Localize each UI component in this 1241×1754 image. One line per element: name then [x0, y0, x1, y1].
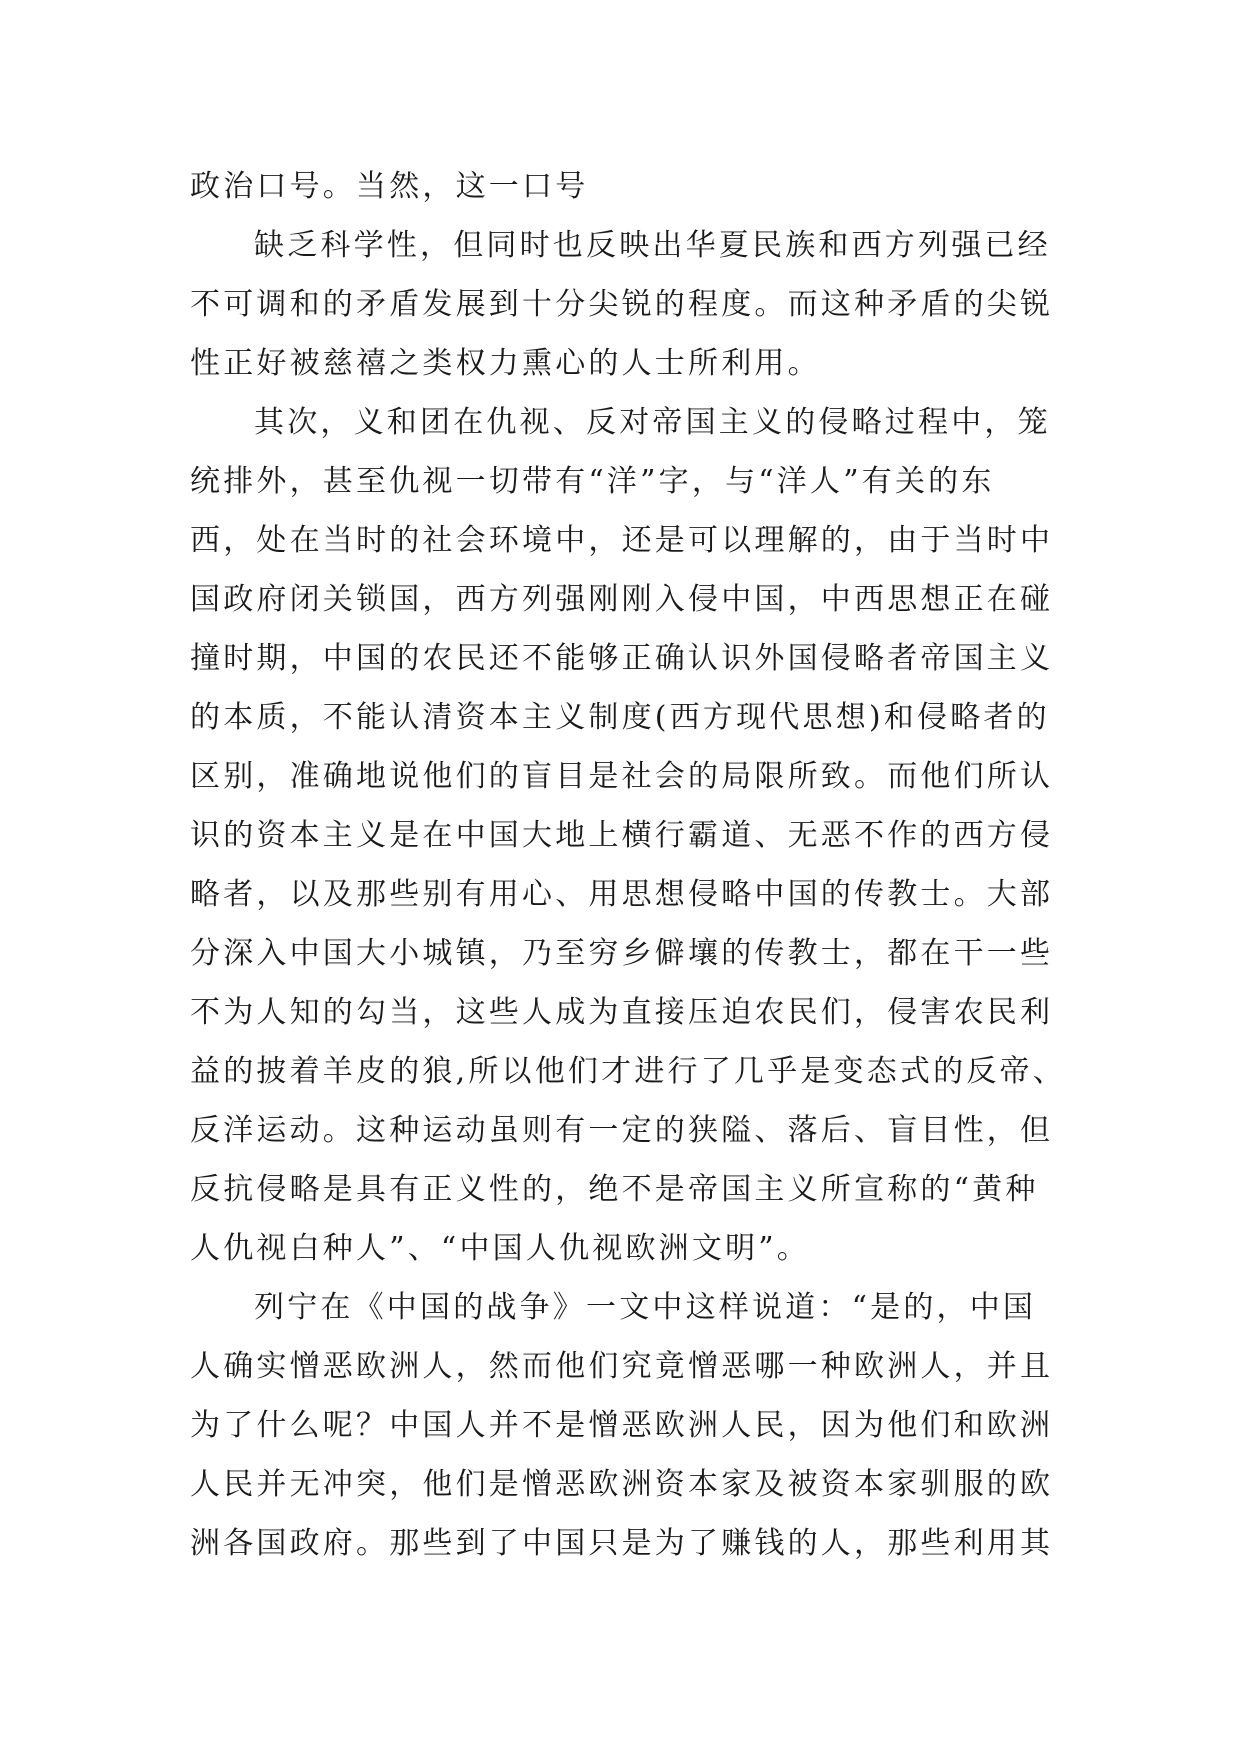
text-line: 识的资本主义是在中国大地上横行霸道、无恶不作的西方侵 — [190, 818, 1054, 853]
text-line: 反洋运动。这种运动虽则有一定的狭隘、落后、盲目性，但 — [190, 1113, 1054, 1148]
text-line: 人仇视白种人”、“中国人仇视欧洲文明”。 — [190, 1231, 811, 1266]
text-line: 人确实憎恶欧洲人，然而他们究竟憎恶哪一种欧洲人，并且 — [190, 1349, 1054, 1384]
text-line: 反抗侵略是具有正义性的，绝不是帝国主义所宣称的“黄种 — [190, 1172, 1039, 1207]
paragraph-first-line: 缺乏科学性，但同时也反映出华夏民族和西方列强已经 — [254, 228, 1051, 263]
text-line: 分深入中国大小城镇，乃至穷乡僻壤的传教士，都在干一些 — [190, 936, 1054, 971]
text-line: 洲各国政府。那些到了中国只是为了赚钱的人，那些利用其 — [190, 1526, 1054, 1561]
text-line: 政治口号。当然，这一口号 — [190, 169, 589, 204]
text-line: 的本质，不能认清资本主义制度(西方现代思想)和侵略者的 — [190, 700, 1050, 735]
text-line: 为了什么呢？中国人并不是憎恶欧洲人民，因为他们和欧洲 — [190, 1408, 1054, 1443]
paragraph-first-line: 列宁在《中国的战争》一文中这样说道：“是的，中国 — [254, 1290, 1037, 1325]
text-line: 性正好被慈禧之类权力熏心的人士所利用。 — [190, 346, 821, 381]
text-line: 区别，准确地说他们的盲目是社会的局限所致。而他们所认 — [190, 759, 1054, 794]
text-line: 略者，以及那些别有用心、用思想侵略中国的传教士。大部 — [190, 877, 1054, 912]
text-line: 不为人知的勾当，这些人成为直接压迫农民们，侵害农民利 — [190, 995, 1054, 1030]
text-line: 益的披着羊皮的狼,所以他们才进行了几乎是变态式的反帝、 — [190, 1054, 1066, 1089]
paragraph-first-line: 其次，义和团在仇视、反对帝国主义的侵略过程中，笼 — [254, 405, 1051, 440]
text-line: 撞时期，中国的农民还不能够正确认识外国侵略者帝国主义 — [190, 641, 1054, 676]
text-line: 不可调和的矛盾发展到十分尖锐的程度。而这种矛盾的尖锐 — [190, 287, 1054, 322]
text-line: 统排外，甚至仇视一切带有“洋”字，与“洋人”有关的东 — [190, 464, 995, 499]
text-line: 人民并无冲突，他们是憎恶欧洲资本家及被资本家驯服的欧 — [190, 1467, 1054, 1502]
text-line: 国政府闭关锁国，西方列强刚刚入侵中国，中西思想正在碰 — [190, 582, 1054, 617]
body-text — [190, 157, 1066, 1573]
text-line: 西，处在当时的社会环境中，还是可以理解的，由于当时中 — [190, 523, 1054, 558]
